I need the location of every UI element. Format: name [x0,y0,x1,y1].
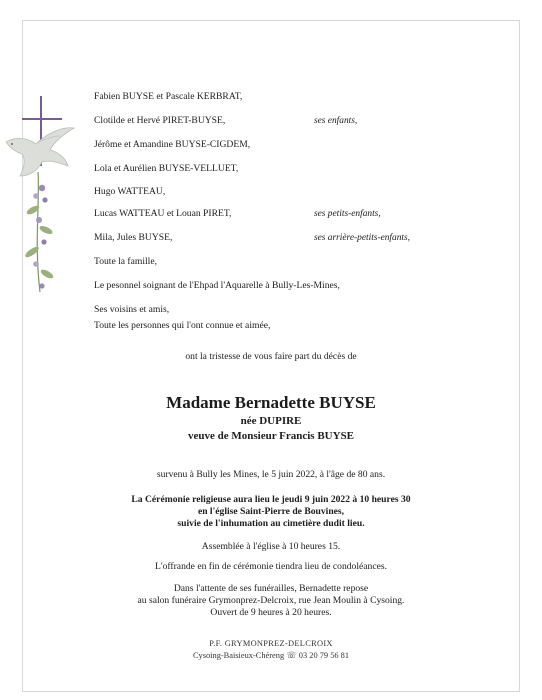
offering-text: L'offrande en fin de cérémonie tiendra lieu de condoléances. [155,561,387,572]
widow-of: veuve de Monsieur Francis BUYSE [187,430,355,442]
family-name: Lola et Aurélien BUYSE-VELLUET, [94,163,239,174]
assembly-text: Assemblée à l'église à 10 heures 15. [201,541,341,552]
footer-address-phone: Cysoing-Baisieux-Chéreng ☏ 03 20 79 56 81 [192,651,350,660]
family-name: Toute la famille, [94,256,157,267]
ceremony-line: La Cérémonie religieuse aura lieu le jeudi 9 juin 2022 à 10 heures 30 [131,494,411,505]
family-name: Lucas WATTEAU et Louan PIRET, [94,208,232,219]
deceased-name: Madame Bernadette BUYSE [166,393,376,412]
footer-company: P.F. GRYMONPREZ-DELCROIX [209,639,333,648]
announcement-text: ont la tristesse de vous faire part du décès de [185,351,357,362]
death-info: survenu à Bully les Mines, le 5 juin 2022, à l'âge de 80 ans. [156,469,386,480]
ceremony-line: suivie de l'inhumation au cimetière dudit lieu. [177,518,365,529]
funeral-home-line: Ouvert de 9 heures à 20 heures. [210,607,332,618]
family-name: Jérôme et Amandine BUYSE-CIGDEM, [94,139,251,150]
ceremony-line: en l'église Saint-Pierre de Bouvines, [197,506,345,517]
funeral-home-line: Dans l'attente de ses funérailles, Bernadette repose [173,583,369,594]
family-name: Hugo WATTEAU, [94,186,166,197]
family-name: Clotilde et Hervé PIRET-BUYSE, [94,115,226,126]
funeral-home-line: au salon funéraire Grymonprez-Delcroix, rue Jean Moulin à Cysoing. [137,595,405,606]
family-name: Toute les personnes qui l'ont connue et aimée, [94,320,271,331]
family-role: ses petits-enfants, [314,209,381,219]
family-role: ses enfants, [314,116,358,126]
cross-dove-flowers-icon [0,92,90,307]
birth-name: née DUPIRE [240,415,302,427]
family-name: Ses voisins et amis, [94,304,170,315]
family-role: ses arrière-petits-enfants, [314,233,410,243]
family-name: Fabien BUYSE et Pascale KERBRAT, [94,91,243,102]
family-name: Le pesonnel soignant de l'Ehpad l'Aquarelle à Bully-Les-Mines, [94,280,340,291]
family-name: Mila, Jules BUYSE, [94,232,173,243]
